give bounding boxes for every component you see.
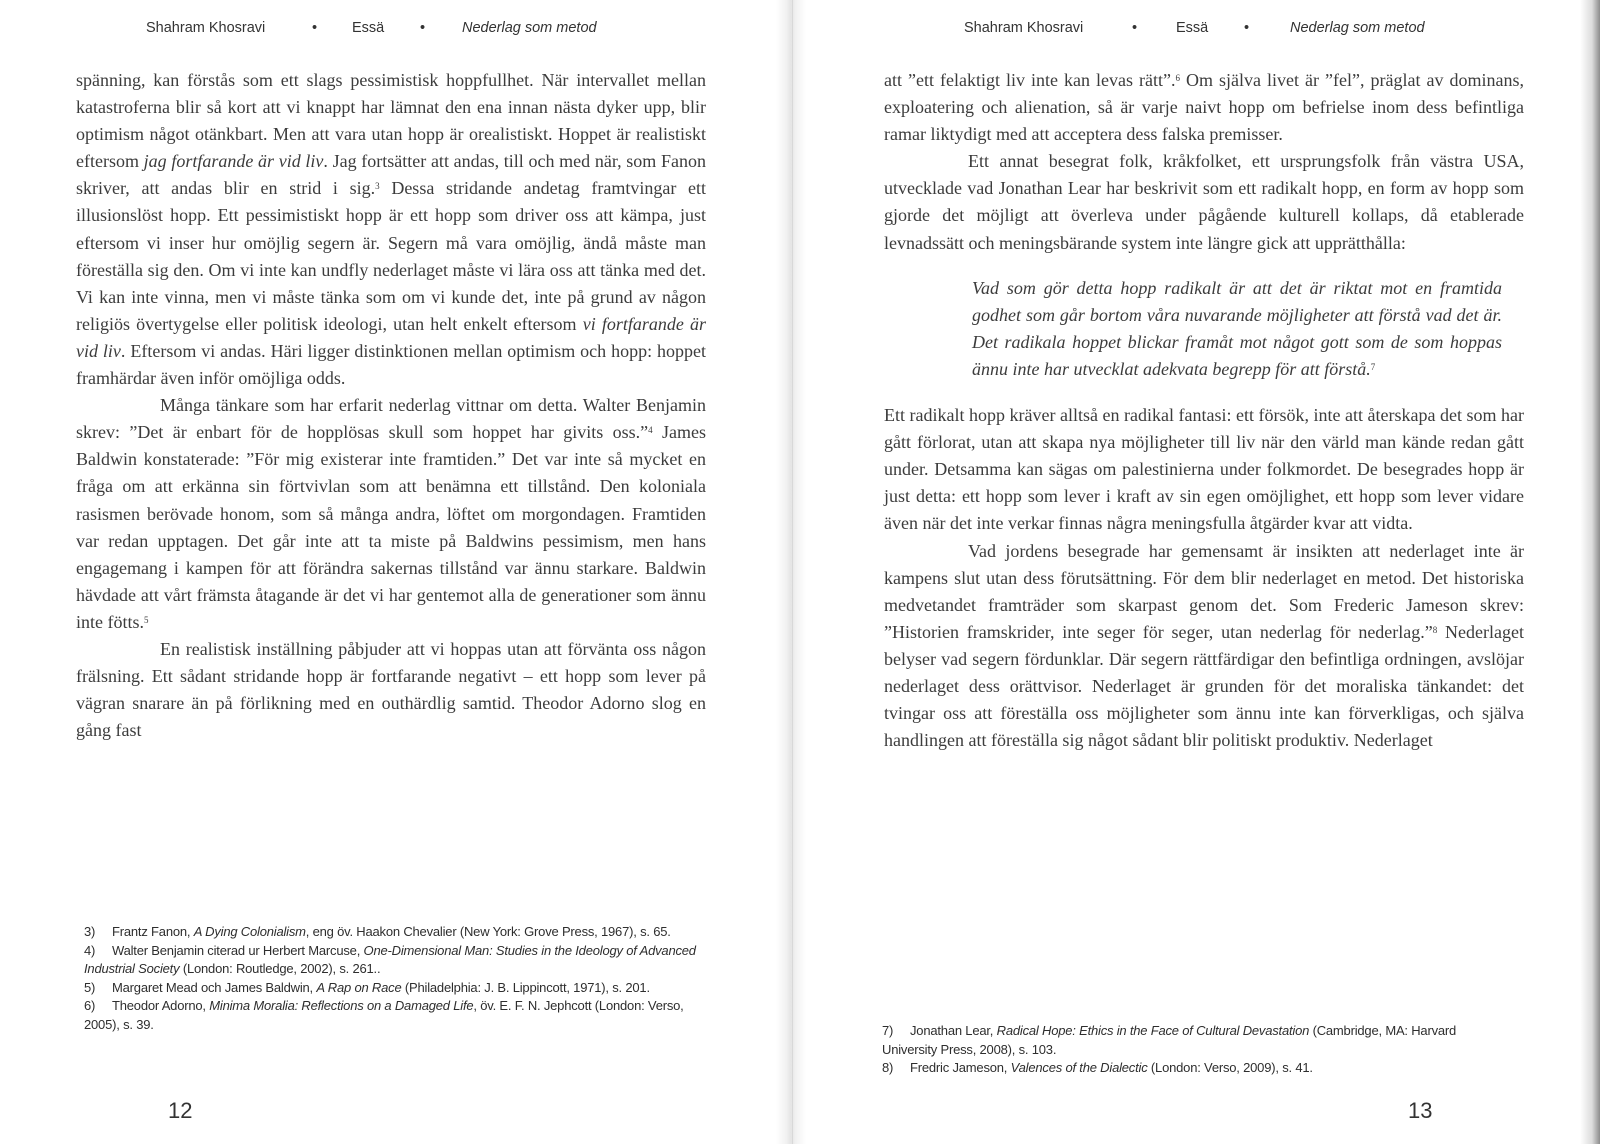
- text-run: Nederlaget belyser vad segern fördunklar. Där segern rättfärdigar den befintliga ordningen, avslöjar nederlaget dess orättvisor. Nederlaget är grunden för det moraliska tänkandet: det tvingar oss att föreställa oss möjligheter som ännu inte kan förverkligas, och själva handlingen att föreställa sig något sådant blir politiskt produktiv. Nederlaget: [884, 621, 1525, 751]
- book-gutter: [776, 0, 806, 1144]
- body-text: [884, 67, 1524, 754]
- right-page: [884, 0, 1524, 1144]
- text-run: Många tänkare som har erfarit nederlag vittnar om detta. Walter Benjamin skrev: ”Det är enbart för de hopplösas skull som hoppet har givits oss.”: [76, 395, 706, 443]
- footnote-ref: 4: [648, 425, 653, 436]
- running-head-genre: Essä: [1176, 20, 1209, 36]
- running-head-genre: Essä: [352, 20, 385, 36]
- text-run: Ett radikalt hopp kräver alltså en radikal fantasi: ett försök, inte att återskapa det som har gått förlorat, utan att skapa nya möjligheter till liv när den värld man kände redan gått under. Detsamma kan sägas om palestinierna under folkmordet. De besegrades hopp är just detta: ett hopp som lever i kraft av sin egen omöjlighet, ett hopp som lever vidare även när det inte verkar finnas några meningsfulla åtgärder kvar att vidta.: [884, 405, 1524, 534]
- text-run: . Eftersom vi andas. Häri ligger distinktionen mellan optimism och hopp: hoppet framhärdar även inför omöjliga odds.: [76, 340, 707, 389]
- text-run: Walter Benjamin citerad ur Herbert Marcuse,: [112, 942, 364, 958]
- footnote: [84, 997, 696, 1034]
- text-run: , eng öv. Haakon Chevalier (New York: Grove Press, 1967), s. 65.: [305, 924, 671, 939]
- running-head-bullet: •: [420, 20, 426, 36]
- italic-text: One-Dimensional Man: Studies in the Ideology of Advanced Industrial Society: [84, 942, 696, 977]
- text-run: Jonathan Lear,: [910, 1023, 997, 1038]
- footnote-number: 4): [84, 942, 96, 958]
- italic-text: Radical Hope: Ethics in the Face of Cultural Devastation: [996, 1023, 1310, 1038]
- page-number: 12: [168, 1098, 193, 1123]
- italic-text: vi fortfarande är vid liv: [76, 313, 706, 361]
- running-head: [884, 20, 1524, 44]
- page-number: 13: [1408, 1098, 1433, 1123]
- running-head-title: Nederlag som metod: [1290, 20, 1425, 36]
- text-run: spänning, kan förstås som ett slags pessimistisk hoppfullhet. När intervallet mellan katastroferna blir så kort att vi knappt har lämnat den ena innan nästa dyker upp, blir optimism något otänkbart. Men att vara utan hopp är orealistiskt. Hoppet är realistiskt eftersom: [76, 70, 706, 172]
- text-run: Om själva livet är ”fel”, präglat av dominans, exploatering och alienation, så är varje naivt hopp om befrielse inom dess befintliga ramar liktydigt med att acceptera dess falska premisser.: [884, 70, 1525, 145]
- page-edge: [1580, 0, 1600, 1144]
- text-run: (Philadelphia: J. B. Lippincott, 1971), s. 201.: [401, 979, 650, 995]
- footnote-ref: 3: [375, 181, 380, 192]
- footnote-number: 5): [84, 979, 96, 995]
- italic-text: Minima Moralia: Reflections on a Damaged Life: [209, 998, 474, 1014]
- italic-text: Valences of the Dialectic: [1010, 1060, 1148, 1076]
- text-run: (London: Verso, 2009), s. 41.: [1147, 1060, 1313, 1076]
- footnotes: [84, 923, 696, 1035]
- text-run: , öv. E. F. N. Jephcott (London: Verso, 2005), s. 39.: [84, 998, 684, 1032]
- footnote-ref: 6: [1175, 73, 1180, 83]
- paragraph: [884, 402, 1524, 537]
- gutter-fold: [792, 0, 793, 1144]
- running-head-bullet: •: [1244, 20, 1250, 36]
- italic-text: A Dying Colonialism: [193, 924, 306, 939]
- block-quote: [972, 275, 1502, 383]
- text-run: . Jag fortsätter att andas, till och med när, som Fanon skriver, att andas blir en strid i sig.: [76, 151, 706, 199]
- paragraph: [76, 392, 706, 636]
- paragraph: [76, 636, 706, 744]
- paragraph: [884, 148, 1524, 256]
- text-run: (London: Routledge, 2002), s. 261..: [179, 961, 381, 977]
- footnote-ref: 7: [1370, 361, 1376, 372]
- text-run: Vad jordens besegrade har gemensamt är insikten att nederlaget inte är kampens slut utan dess förutsättning. För dem blir nederlaget en metod. Det historiska medvetandet framträder som skarpast genom det. Som Frederic Jameson skrev: ”Historien framskrider, inte seger för seger, utan nederlag för nederlag.”: [884, 540, 1524, 642]
- footnote-ref: 8: [1432, 624, 1438, 635]
- left-page: [76, 0, 706, 1144]
- paragraph: [884, 538, 1524, 755]
- footnote-number: 3): [84, 924, 96, 939]
- text-run: James Baldwin konstaterade: ”För mig existerar inte framtiden.” Det var inte så mycket en fråga om att erkänna sin förtvivlan som att benämna ett tillstånd. Den koloniala rasismen berövade honom, som så många andra, löftet om morgondagen. Framtiden var redan upptagen. Det går inte att ta miste på Baldwins pessimism, men hans engagemang i kampen för att förändra sakernas tillstånd var ännu starkare. Baldwin hävdade att vårt främsta åtagande är det vi har gentemot alla de generationer som ännu inte fötts.: [76, 422, 706, 632]
- footnote-number: 7): [882, 1023, 894, 1038]
- paragraph: [884, 67, 1524, 148]
- running-head-author: Shahram Khosravi: [964, 20, 1084, 36]
- running-head: [76, 20, 706, 44]
- text-run: Fredric Jameson,: [910, 1060, 1011, 1076]
- running-head-title: Nederlag som metod: [462, 20, 597, 36]
- text-run: Ett annat besegrat folk, kråkfolket, ett ursprungsfolk från västra USA, utvecklade vad Jonathan Lear har beskrivit som ett radikalt hopp, en form av hopp som gjorde det möjligt att överleva under pågående kulturell kollaps, då etablerade levnadssätt och meningsbärande system inte längre gick att upprätthålla:: [884, 151, 1524, 253]
- running-head-bullet: •: [312, 20, 318, 36]
- footnote-number: 6): [84, 998, 96, 1014]
- running-head-bullet: •: [1132, 20, 1138, 36]
- text-run: En realistisk inställning påbjuder att vi hoppas utan att förvänta oss någon frälsning. Ett sådant stridande hopp är fortfarande negativt – ett hopp som lever på vägran snarare än på förlikning med en outhärdlig samtid. Theodor Adorno slog en gång fast: [76, 638, 706, 741]
- text-run: Theodor Adorno,: [112, 998, 210, 1014]
- running-head-author: Shahram Khosravi: [146, 20, 266, 36]
- footnote-ref: 5: [144, 614, 149, 625]
- footnote: [84, 923, 696, 942]
- footnote: [882, 1059, 1514, 1078]
- text-run: Dessa stridande andetag framtvingar ett illusionslöst hopp. Ett pessimistiskt hopp är ett hopp som driver oss att kämpa, just eftersom vi inser hur omöjlig segern är. Segern må vara omöjlig, ändå måste man föreställa sig den. Om vi inte kan undfly nederlaget måste vi lära oss att tänka med det. Vi kan inte vinna, men vi måste tänka som om vi kunde det, inte på grund av någon religiös övertygelse eller politisk ideologi, utan helt enkelt eftersom: [76, 178, 707, 334]
- text-run: Frantz Fanon,: [112, 924, 194, 939]
- footnotes: [882, 1022, 1514, 1078]
- paragraph: [76, 67, 706, 392]
- body-text: [76, 67, 706, 744]
- text-run: (Cambridge, MA: Harvard University Press, 2008), s. 103.: [882, 1023, 1457, 1057]
- footnote: [84, 979, 696, 998]
- text-run: Margaret Mead och James Baldwin,: [112, 979, 317, 995]
- footnote: [882, 1022, 1514, 1059]
- text-run: Vad som gör detta hopp radikalt är att det är riktat mot en framtida godhet som går bortom våra nuvarande möjligheter att förstå vad det är. Det radikala hoppet blickar framåt mot något gott som de som hoppas ännu inte har utvecklat adekvata begrepp för att förstå.: [972, 277, 1502, 379]
- italic-text: A Rap on Race: [316, 979, 402, 995]
- text-run: att ”ett felaktigt liv inte kan levas rätt”.: [884, 70, 1176, 90]
- footnote: [84, 942, 696, 979]
- italic-text: jag fortfarande är vid liv: [143, 151, 324, 172]
- footnote-number: 8): [882, 1060, 894, 1076]
